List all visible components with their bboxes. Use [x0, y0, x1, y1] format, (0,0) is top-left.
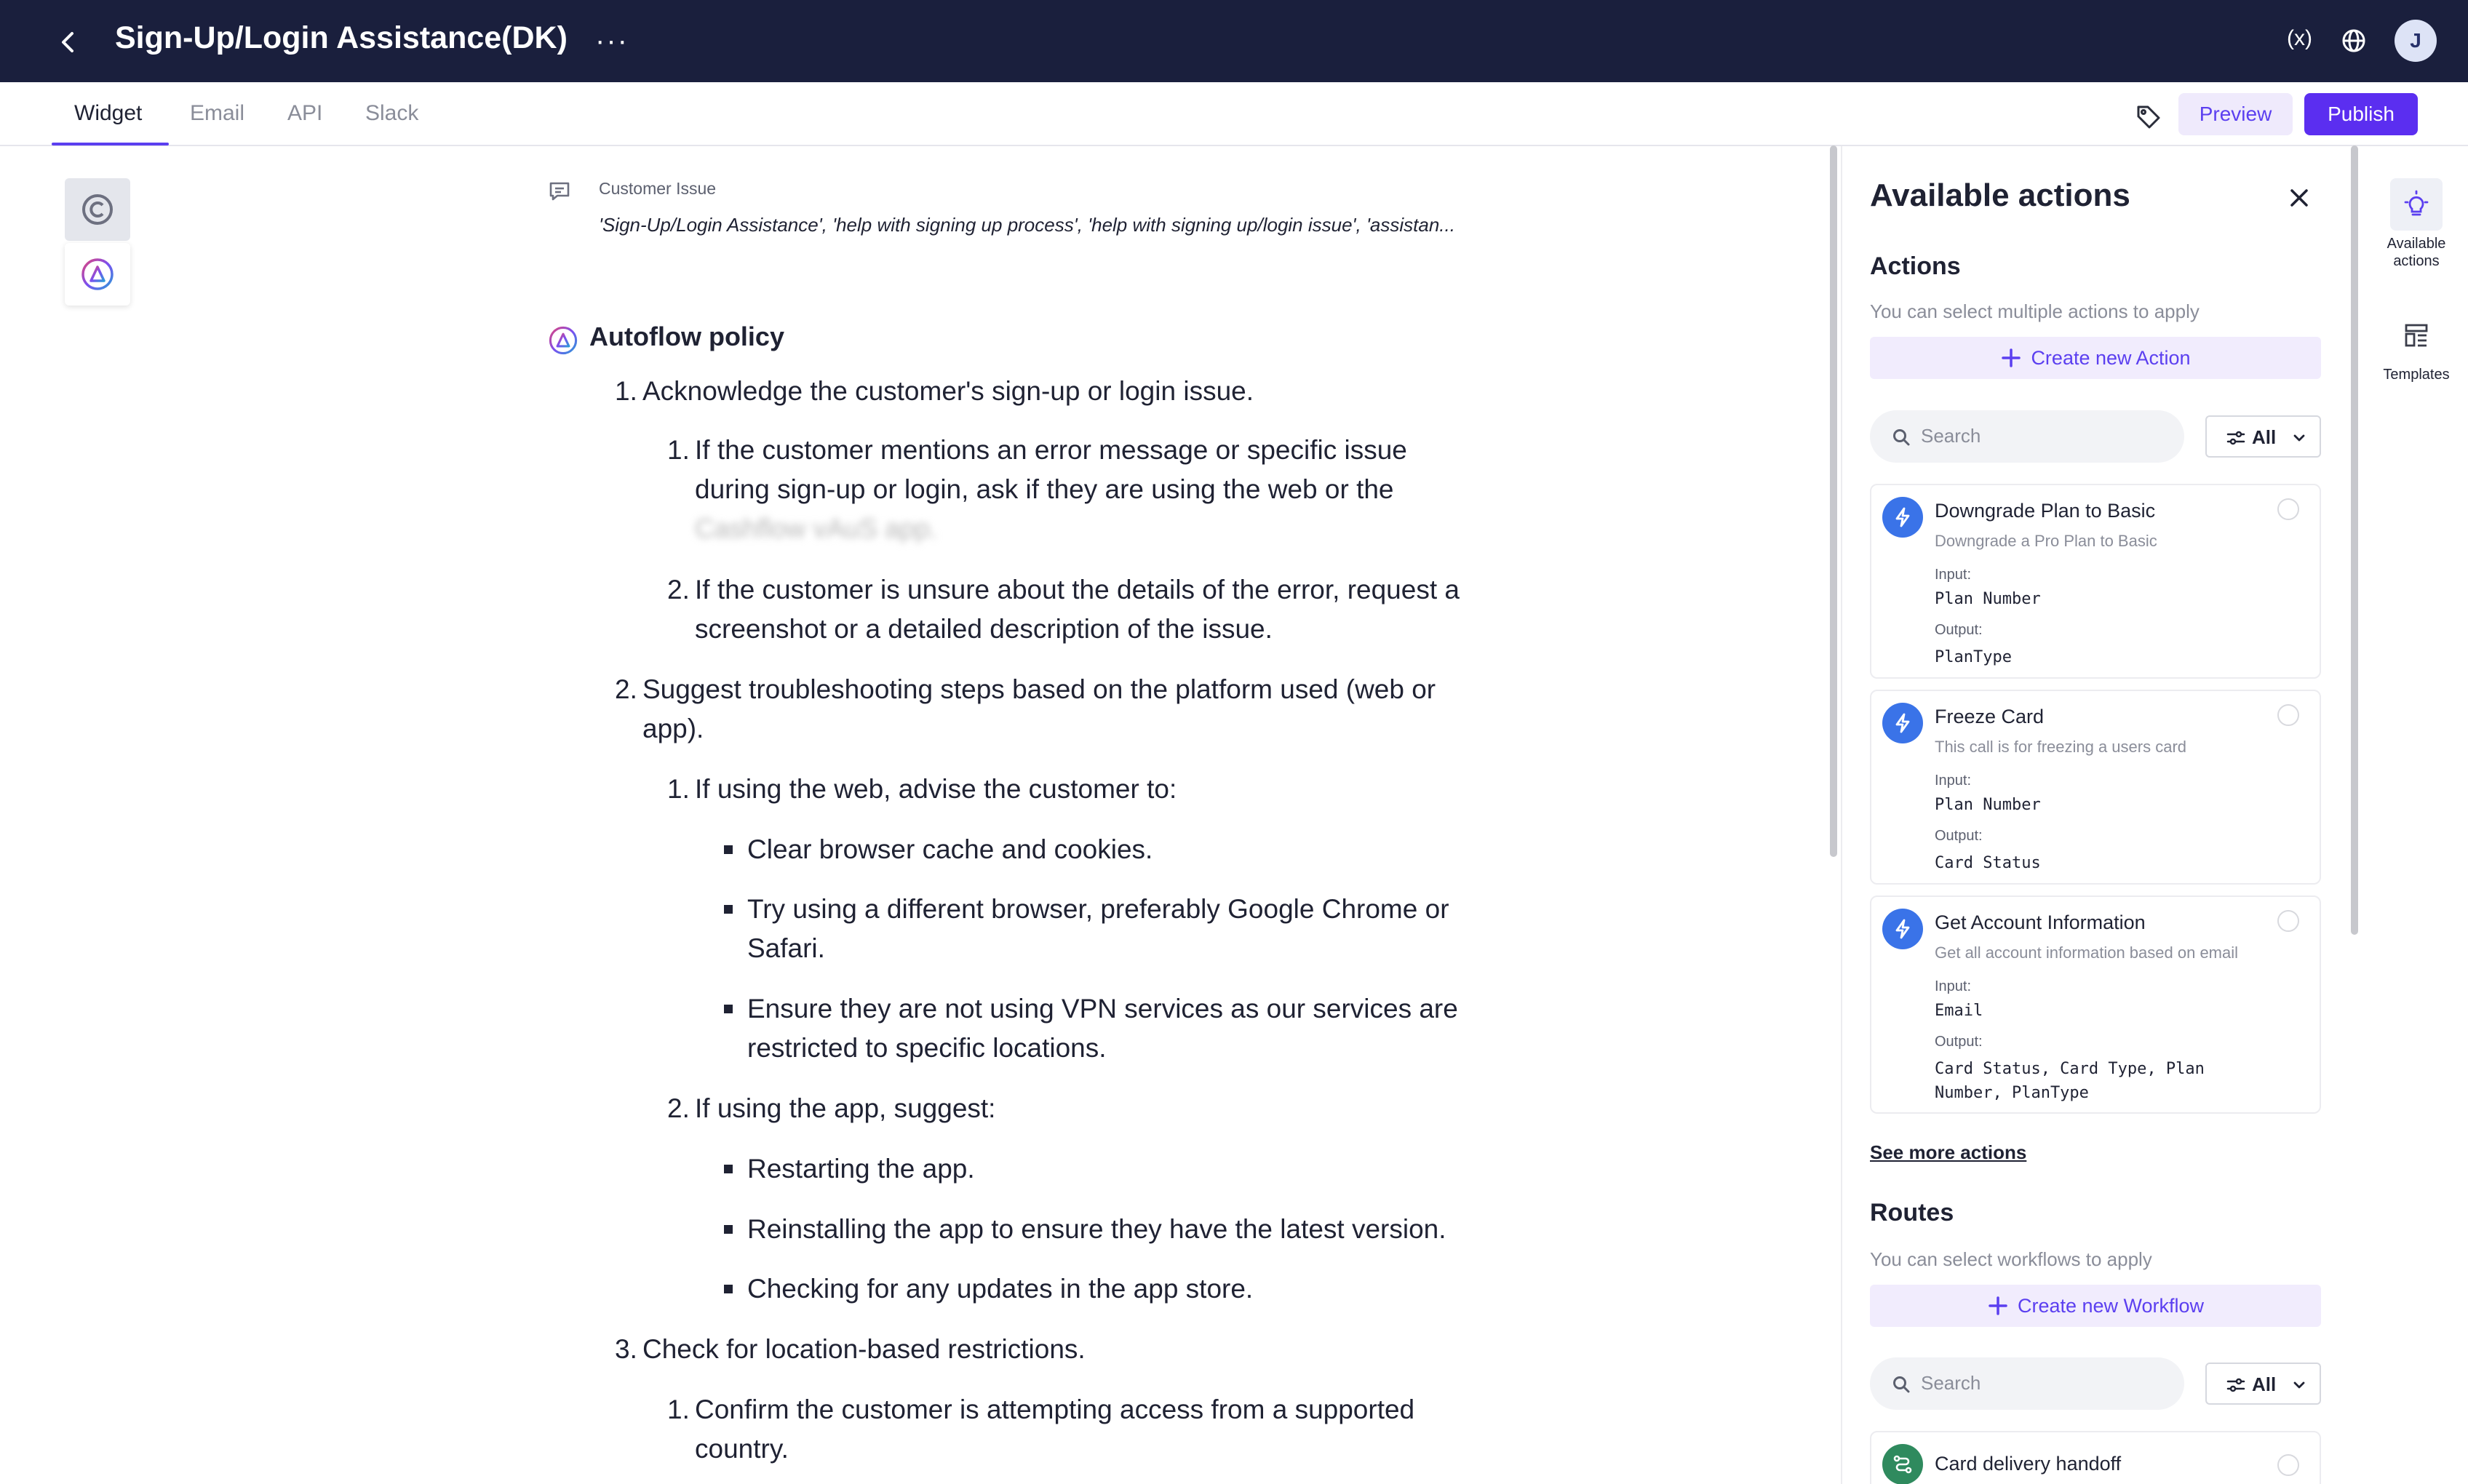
policy-list-line: during sign-up or login, ask if they are using the web or the: [695, 474, 1394, 504]
templates-icon: [2390, 309, 2443, 362]
globe-icon[interactable]: [2338, 25, 2370, 57]
input-label: Input:: [1935, 773, 1972, 789]
output-label: Output:: [1935, 1034, 1983, 1050]
create-new-action-label: Create new Action: [2031, 346, 2191, 369]
preview-button[interactable]: Preview: [2178, 93, 2293, 135]
tab-api[interactable]: API: [287, 101, 323, 125]
chat-bubble-icon: [547, 179, 572, 204]
action-select-radio[interactable]: [2277, 498, 2299, 520]
policy-bullet: Reinstalling the app to ensure they have the latest version.: [747, 1214, 1446, 1244]
panel-title: Available actions: [1870, 177, 2130, 213]
plus-icon: [2000, 347, 2022, 369]
filter-value: All: [2252, 426, 2277, 448]
policy-list-line: Safari.: [747, 933, 825, 963]
customer-issue-text: 'Sign-Up/Login Assistance', 'help with signing up process', 'help with signing up/login issue', 'assistan...: [599, 214, 1455, 236]
input-label: Input:: [1935, 567, 1972, 583]
route-icon: [1882, 1444, 1923, 1484]
routes-search-input[interactable]: [1870, 1357, 2184, 1410]
lightning-bolt-icon: [1882, 497, 1923, 538]
rail-available-actions[interactable]: [2373, 178, 2459, 270]
create-new-workflow-label: Create new Workflow: [2017, 1294, 2205, 1317]
policy-bullet: Ensure they are not using VPN services as our services are: [747, 994, 1458, 1024]
page-title: Sign-Up/Login Assistance(DK): [115, 20, 568, 55]
policy-bullet: Restarting the app.: [747, 1154, 975, 1184]
policy-list-item: 1. Confirm the customer is attempting access from a supported: [667, 1395, 1415, 1424]
action-description: Get all account information based on email: [1935, 944, 2239, 962]
filter-sliders-icon: [2226, 428, 2246, 448]
bullet-marker: [724, 1005, 733, 1013]
action-title: Downgrade Plan to Basic: [1935, 500, 2156, 522]
bullet-marker: [724, 1165, 733, 1173]
autoflow-policy-icon: [547, 324, 579, 356]
routes-filter-dropdown[interactable]: [2205, 1363, 2321, 1405]
policy-title: Autoflow policy: [589, 322, 784, 351]
action-output: Card Status: [1935, 854, 2041, 872]
more-options-button[interactable]: ···: [595, 25, 629, 57]
main-scrollbar[interactable]: [1830, 145, 1837, 857]
lightning-bolt-icon: [1882, 703, 1923, 743]
actions-search-input[interactable]: [1870, 410, 2184, 463]
create-new-action-button[interactable]: [1870, 337, 2321, 379]
action-input: Plan Number: [1935, 590, 2041, 608]
chevron-down-icon: [2291, 430, 2307, 446]
lightning-bolt-icon: [1882, 909, 1923, 949]
bullet-marker: [724, 1225, 733, 1234]
action-output: PlanType: [1935, 648, 2012, 666]
action-description: Downgrade a Pro Plan to Basic: [1935, 532, 2157, 550]
action-title: Freeze Card: [1935, 706, 2045, 727]
actions-filter-dropdown[interactable]: [2205, 415, 2321, 458]
policy-bullet: Checking for any updates in the app store.: [747, 1274, 1254, 1304]
rail-templates[interactable]: [2373, 309, 2459, 383]
action-description: This call is for freezing a users card: [1935, 738, 2187, 756]
policy-bullet: Try using a different browser, preferably Google Chrome or: [747, 894, 1449, 924]
routes-section-title: Routes: [1870, 1199, 1954, 1226]
customer-issue-label: Customer Issue: [599, 179, 717, 198]
policy-list-item: 3. Check for location-based restrictions.: [615, 1334, 1086, 1364]
route-select-radio[interactable]: [2277, 1454, 2299, 1476]
action-select-radio[interactable]: [2277, 704, 2299, 726]
output-label: Output:: [1935, 622, 1983, 638]
action-card[interactable]: [1870, 484, 2321, 679]
actions-section-subtitle: You can select multiple actions to apply: [1870, 300, 2200, 322]
top-bar: [0, 0, 2468, 82]
tab-slack[interactable]: Slack: [365, 101, 419, 125]
variables-button[interactable]: (x): [2287, 26, 2312, 50]
policy-list-item: 1. If using the web, advise the customer to:: [667, 774, 1177, 804]
action-output: Card Status, Card Type, Plan Number, PlanType: [1935, 1060, 2205, 1102]
panel-scrollbar[interactable]: [2351, 145, 2358, 935]
route-card[interactable]: [1870, 1431, 2321, 1484]
back-arrow-icon[interactable]: [52, 26, 84, 58]
policy-list-item: 2. If the customer is unsure about the details of the error, request a: [667, 575, 1460, 605]
policy-list-item: 2. Suggest troubleshooting steps based on the platform used (web or: [615, 674, 1436, 704]
policy-list-line: screenshot or a detailed description of the issue.: [695, 614, 1273, 644]
search-icon: [1892, 1375, 1911, 1394]
rail-available-actions-label: Available actions: [2387, 236, 2446, 269]
tag-icon[interactable]: [2134, 103, 2163, 132]
action-select-radio[interactable]: [2277, 910, 2299, 932]
policy-bullet: Clear browser cache and cookies.: [747, 834, 1153, 864]
action-title: Get Account Information: [1935, 911, 2146, 933]
close-icon[interactable]: [2285, 183, 2314, 212]
plus-icon: [1987, 1295, 2009, 1317]
filter-sliders-icon: [2226, 1375, 2246, 1395]
policy-list-item: 2. If using the app, suggest:: [667, 1093, 996, 1123]
input-label: Input:: [1935, 978, 1972, 994]
channel-tab-bar: [0, 82, 2468, 146]
route-title: Card delivery handoff: [1935, 1453, 2122, 1475]
search-placeholder: Search: [1921, 1372, 1981, 1394]
output-label: Output:: [1935, 828, 1983, 844]
tab-widget[interactable]: Widget: [74, 101, 143, 125]
policy-list-line: restricted to specific locations.: [747, 1033, 1107, 1063]
action-input: Plan Number: [1935, 796, 2041, 814]
autoflow-logo-button[interactable]: [65, 243, 130, 306]
policy-list-item: 1. If the customer mentions an error message or specific issue: [667, 435, 1407, 465]
lightbulb-icon: [2390, 178, 2443, 231]
create-new-workflow-button[interactable]: [1870, 1285, 2321, 1327]
avatar[interactable]: J: [2395, 20, 2437, 62]
search-placeholder: Search: [1921, 425, 1981, 447]
rail-templates-label: Templates: [2383, 367, 2450, 383]
see-more-actions-link[interactable]: See more actions: [1870, 1141, 2027, 1163]
action-input: Email: [1935, 1002, 1983, 1020]
bullet-marker: [724, 845, 733, 854]
redacted-app-name: Cashflow vAuS app.: [695, 514, 938, 543]
policy-list-line: country.: [695, 1434, 789, 1464]
chevron-down-icon: [2291, 1377, 2307, 1393]
policy-list-item: 1. Acknowledge the customer's sign-up or login issue.: [615, 376, 1254, 406]
policy-list-line: app).: [642, 714, 704, 743]
action-card[interactable]: [1870, 895, 2321, 1114]
tab-email[interactable]: Email: [190, 101, 245, 125]
bullet-marker: [724, 905, 733, 914]
copyright-logo-button[interactable]: [65, 178, 130, 241]
routes-section-subtitle: You can select workflows to apply: [1870, 1248, 2152, 1270]
action-card[interactable]: [1870, 690, 2321, 885]
search-icon: [1892, 428, 1911, 447]
bullet-marker: [724, 1285, 733, 1293]
publish-button[interactable]: Publish: [2304, 93, 2418, 135]
active-tab-indicator: [52, 143, 169, 145]
actions-section-title: Actions: [1870, 252, 1961, 280]
filter-value: All: [2252, 1373, 2277, 1395]
